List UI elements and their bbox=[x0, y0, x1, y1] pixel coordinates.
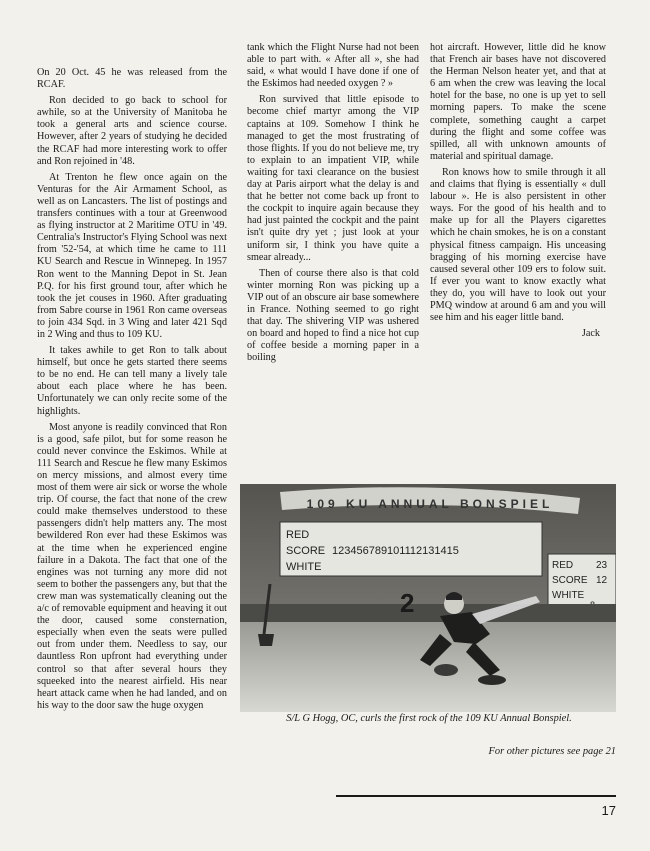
right-board-score-nums: 12 bbox=[596, 575, 608, 586]
page-number: 17 bbox=[601, 803, 616, 818]
bonspiel-photo bbox=[240, 484, 616, 712]
board-score-label: SCORE bbox=[286, 545, 326, 557]
photo-caption: S/L G Hogg, OC, curls the first rock of the 109 KU Annual Bonspiel. bbox=[286, 713, 572, 724]
paragraph: hot aircraft. However, little did he know that French air bases have not discovered the Herman Nelson heater yet, and that at 6 am when the crew was leaving the local hotel for the base, no one is up yet to sell morning papers. To make the scene complete, something caught a carpet during the flight and some coffee was spilled, all with unknown amounts of material and spiritual damage. bbox=[430, 42, 606, 162]
paragraph: Then of course there also is that cold winter morning Ron was picking up a VIP out of an obscure air base somewhere in France. Nothing seemed to go right that day. The shivering VIP was ushered on board and hoped to find a nice hot cup of coffee beside a morning paper in a boiling bbox=[247, 267, 419, 364]
article-column-3 bbox=[430, 42, 606, 340]
right-board-white-label: WHITE bbox=[552, 590, 585, 601]
see-page-note: For other pictures see page 21 bbox=[488, 746, 616, 757]
board-white-label: WHITE bbox=[286, 561, 322, 573]
sheet-number: 2 bbox=[400, 588, 415, 618]
board-red-label: RED bbox=[286, 529, 310, 541]
banner-text: 109 KU ANNUAL BONSPIEL bbox=[306, 497, 554, 511]
paragraph: On 20 Oct. 45 he was released from the RCAF. bbox=[37, 67, 227, 91]
paragraph: tank which the Flight Nurse had not been able to part with. « After all », she had said, « what would I have done if one of the Eskimos had needed oxygen ? » bbox=[247, 42, 419, 90]
right-board-red-label: RED bbox=[552, 560, 574, 571]
article-column-1 bbox=[37, 67, 227, 716]
paragraph: Ron knows how to smile through it all and claims that flying is essentially « dull labour ». He is also persistent in other ways. For the good of his health and to make up for all the Players cigarettes which he chain smokes, he is on a constant physical fitness campaign. His unceasing bragging of his morning exercise have caused several other 109 ers to folow suit. If ever you want to know exactly what they do, you will have to look out your PMQ window at around 6 am and you will see him and his eager little band. bbox=[430, 166, 606, 324]
paragraph: Ron survived that little episode to become chief martyr among the VIP captains at 109. Somehow I think he managed to get the most frustrating of those flights. If you do not believe me, try to explain to an impatient VIP, while waiting for taxi clearance on the busiest day at Paris airport what the delay is and that he better not come back up front to the cockpit to inquire again because they had just painted the cockpit and the paint isn't quite dry yet ; just look at your uniform sir, I think you have quite a smear already... bbox=[247, 94, 419, 263]
right-board-red-nums: 23 bbox=[596, 560, 608, 571]
author-signature: Jack bbox=[581, 328, 600, 340]
board-end-numbers: 123456789101112131415 bbox=[332, 545, 459, 557]
paragraph: It takes awhile to get Ron to talk about himself, but once he gets started there seems to be no end. He can tell many a lively tale about each place where he has been. Unfortunately we can only recite some of the highlights. bbox=[37, 345, 227, 417]
article-column-2 bbox=[247, 42, 419, 368]
right-board-score-label: SCORE bbox=[552, 575, 588, 586]
footer-rule bbox=[336, 795, 616, 797]
curling-photo-illustration bbox=[240, 484, 616, 712]
paragraph: At Trenton he flew once again on the Venturas for the Air Armament School, as well as on Lancasters. The list of postings and transfers continues with a tour at Greenwood as flying instructor at 2 Maritime OTU in '49. Centralia's Instructor's Flying School was next from '52-'54, at which time he came to 111 KU Search and Rescue in Winnepeg. In 1957 Ron went to the Manning Depot in St. Jean P.Q. for his first ground tour, after which he took the jet couses in 1960. After graduating from Sabre course in 1961 Ron came overseas to join 434 Sqd. in 3 Wing and later 421 Sqd in 2 Wing and thus to 109 KU. bbox=[37, 171, 227, 340]
paragraph: Ron decided to go back to school for awhile, so at the University of Manitoba he took a general arts and science course. However, after 2 years of studying he decided the RCAF had more interesting work to offer and Ron rejoined in '48. bbox=[37, 95, 227, 167]
paragraph: Most anyone is readily convinced that Ron is a good, safe pilot, but for some reason he could never convince the Eskimos. While at 111 Search and Rescue he flew many Eskimos on mercy missions, and almost every time most of them were air sick or worse the whole trip. Of course, the fact that none of the crew could make themselves understood to these passengers didn't help matters any. The most bewildered Ron ever had these Eskimos was at the time when he experienced engine failure in a Dakota. The fact that one of the engines was not turning any more did not seem to bother the passengers any, but that the crew man was systematically cleaning out the a/c of removable equipment and heaving it out the door, caused some consternation, especially when even the seats were pulled out from under them. Needless to say, our dauntless Ron upfront had everything under control so that after several hours they squeeked into the nearest airfield. His near heart attack came when he had landed, and on his way to the door saw the huge oxygen bbox=[37, 421, 227, 711]
